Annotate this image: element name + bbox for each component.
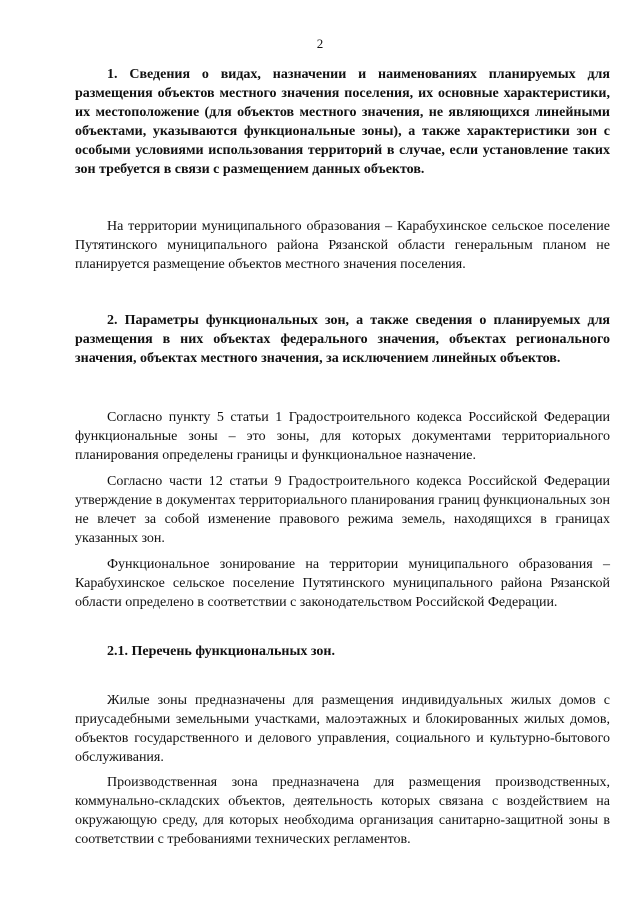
section-2-paragraph: Согласно части 12 статьи 9 Градостроительного кодекса Российской Федерации утверждение в документах территориального планирования границ функциональных зон не влечет за собой изменение правового режима земель, находящихся в границах указанных зон.: [75, 474, 610, 546]
section-1-paragraph: На территории муниципального образования – Карабухинское сельское поселение Путятинского муниципального района Рязанской области генеральным планом не планируется размещение объектов местного значения поселения.: [75, 219, 610, 272]
section-2-paragraph: Функциональное зонирование на территории муниципального образования – Карабухинское сельское поселение Путятинского муниципального района Рязанской области определено в соответствии с законодательством Российской Федерации.: [75, 557, 610, 610]
page-number: 2: [316, 36, 324, 51]
section-2-1-paragraph: Жилые зоны предназначены для размещения индивидуальных жилых домов с приусадебными земельными участками, малоэтажных и блокированных жилых домов, объектов государственного и делового управления, социального и культурно-бытового обслуживания.: [75, 693, 610, 765]
section-2-1-paragraph: Производственная зона предназначена для размещения производственных, коммунально-складских объектов, деятельность которых связана с воздействием на окружающую среду, для которых необходима организация санитарно-защитной зоны в соответствии с требованиями технических регламентов.: [75, 775, 610, 847]
section-2-heading: 2. Параметры функциональных зон, а также сведения о планируемых для размещения в них объектах федерального значения, объектах регионального значения, объектах местного значения, за исключением линейных объектов.: [75, 313, 610, 366]
section-2-paragraph: Согласно пункту 5 статьи 1 Градостроительного кодекса Российской Федерации функциональные зоны – это зоны, для которых документами территориального планирования определены границы и функциональное назначение.: [75, 410, 610, 463]
section-2-1-heading: 2.1. Перечень функциональных зон.: [107, 644, 335, 659]
section-1-heading: 1. Сведения о видах, назначении и наименованиях планируемых для размещения объектов местного значения поселения, их основные характеристики, их местоположение (для объектов местного значения, не являющихся линейными объектами, указываются функциональные зоны), а также характеристики зон с особыми условиями использования территорий в случае, если установление таких зон требуется в связи с размещением данных объектов.: [75, 67, 610, 177]
document-body: [75, 60, 610, 849]
